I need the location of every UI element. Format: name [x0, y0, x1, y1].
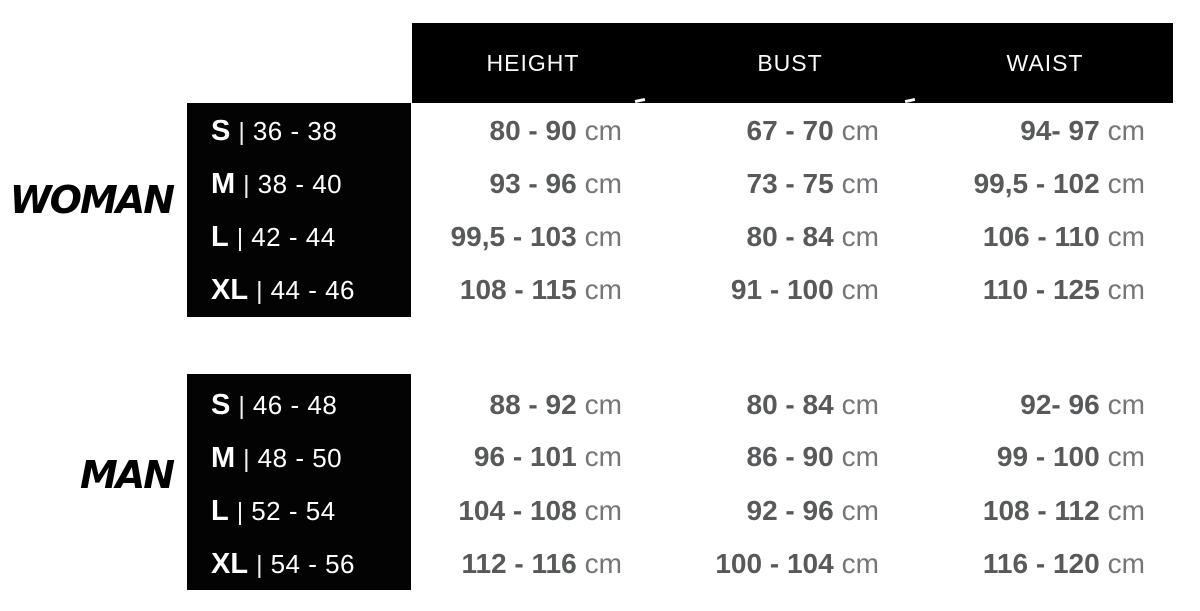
- size-separator: |: [238, 392, 245, 420]
- unit-label: cm: [584, 441, 622, 472]
- size-range: 52 - 54: [251, 496, 336, 526]
- unit-label: cm: [584, 389, 622, 420]
- measurement-cell-waist: [974, 168, 1145, 200]
- unit-label: cm: [584, 168, 622, 199]
- unit-label: cm: [1107, 115, 1145, 146]
- measurement-cell-bust: [715, 548, 879, 580]
- unit-label: cm: [841, 115, 879, 146]
- size-letter: XL: [211, 274, 249, 306]
- unit-label: cm: [1107, 274, 1145, 305]
- size-separator: |: [256, 551, 263, 579]
- measurement-value: 80 - 84: [746, 389, 834, 420]
- size-letter: XL: [211, 548, 249, 580]
- column-header-height: HEIGHT: [486, 50, 580, 76]
- measurement-header-bar: [412, 23, 1173, 103]
- man-sizes-panel: [187, 374, 411, 590]
- unit-label: cm: [584, 221, 622, 252]
- measurement-cell-height: [490, 115, 623, 147]
- measurement-value: 99,5 - 103: [450, 221, 577, 252]
- section-label-man: MAN: [79, 453, 173, 497]
- size-range: 54 - 56: [270, 549, 356, 579]
- unit-label: cm: [1107, 495, 1145, 526]
- size-row: [211, 496, 336, 526]
- size-range: 44 - 46: [270, 275, 356, 305]
- measurement-value: 92- 96: [1020, 389, 1100, 420]
- measurement-value: 80 - 90: [489, 115, 577, 146]
- measurement-value: 108 - 112: [982, 495, 1100, 526]
- measurement-value: 96 - 101: [473, 441, 577, 472]
- measurement-value: 93 - 96: [489, 168, 577, 199]
- measurement-value: 91 - 100: [730, 274, 834, 305]
- measurement-value: 100 - 104: [715, 548, 834, 579]
- size-row: [211, 390, 337, 420]
- unit-label: cm: [841, 389, 879, 420]
- unit-label: cm: [1107, 441, 1145, 472]
- measurement-value: 106 - 110: [982, 221, 1100, 252]
- measurement-cell-waist: [1020, 115, 1145, 147]
- measurement-cell-bust: [747, 441, 880, 473]
- measurement-value: 99 - 100: [996, 441, 1100, 472]
- measurement-cell-height: [474, 441, 622, 473]
- size-range: 46 - 48: [252, 390, 338, 420]
- size-letter: S: [211, 389, 231, 421]
- measurement-cell-bust: [731, 274, 879, 306]
- measurement-cell-height: [460, 274, 622, 306]
- measurement-cell-waist: [983, 221, 1145, 253]
- size-row: [211, 443, 342, 473]
- size-letter: L: [211, 221, 229, 253]
- measurement-value: 108 - 115: [459, 274, 577, 305]
- unit-label: cm: [841, 168, 879, 199]
- size-range: 38 - 40: [257, 169, 343, 199]
- measurement-value: 104 - 108: [458, 495, 577, 526]
- size-letter: L: [211, 495, 229, 527]
- size-separator: |: [236, 224, 244, 252]
- unit-label: cm: [584, 495, 622, 526]
- measurement-value: 86 - 90: [746, 441, 834, 472]
- size-separator: |: [256, 277, 263, 305]
- size-range: 48 - 50: [257, 443, 343, 473]
- unit-label: cm: [841, 221, 879, 252]
- measurement-cell-height: [490, 389, 623, 421]
- measurement-cell-waist: [983, 548, 1145, 580]
- column-header-bust: BUST: [757, 50, 823, 76]
- unit-label: cm: [584, 274, 622, 305]
- size-row: [211, 116, 337, 146]
- measurement-cell-bust: [747, 221, 880, 253]
- measurement-value: 99,5 - 102: [973, 168, 1100, 199]
- measurement-cell-bust: [747, 168, 880, 200]
- unit-label: cm: [584, 115, 622, 146]
- size-separator: |: [243, 445, 250, 473]
- measurement-cell-waist: [1020, 389, 1145, 421]
- measurement-value: 116 - 120: [982, 548, 1100, 579]
- measurement-cell-height: [458, 495, 622, 527]
- unit-label: cm: [584, 548, 622, 579]
- size-letter: S: [211, 115, 231, 147]
- size-letter: M: [211, 168, 236, 200]
- size-row: [211, 222, 336, 252]
- section-label-woman: WOMAN: [9, 178, 173, 222]
- measurement-cell-bust: [747, 115, 880, 147]
- size-separator: |: [238, 118, 245, 146]
- measurement-cell-bust: [747, 389, 880, 421]
- measurement-value: 80 - 84: [746, 221, 834, 252]
- measurement-cell-waist: [997, 441, 1145, 473]
- measurement-value: 73 - 75: [746, 168, 834, 199]
- size-letter: M: [211, 442, 236, 474]
- measurement-cell-waist: [983, 274, 1145, 306]
- measurement-value: 94- 97: [1020, 115, 1100, 146]
- size-row: [211, 169, 342, 199]
- unit-label: cm: [841, 441, 879, 472]
- unit-label: cm: [1107, 389, 1145, 420]
- measurement-value: 112 - 116: [461, 548, 577, 579]
- column-header-waist: WAIST: [1006, 50, 1084, 76]
- measurement-cell-height: [490, 168, 623, 200]
- size-row: [211, 549, 355, 579]
- size-row: [211, 275, 355, 305]
- measurement-value: 92 - 96: [746, 495, 834, 526]
- measurement-cell-bust: [747, 495, 880, 527]
- measurement-value: 67 - 70: [746, 115, 834, 146]
- measurement-cell-height: [451, 221, 622, 253]
- header-notch-decoration: [905, 98, 915, 103]
- size-separator: |: [243, 171, 250, 199]
- measurement-value: 110 - 125: [982, 274, 1100, 305]
- size-range: 36 - 38: [252, 116, 338, 146]
- measurement-cell-height: [461, 548, 622, 580]
- measurement-cell-waist: [983, 495, 1145, 527]
- unit-label: cm: [1107, 221, 1145, 252]
- unit-label: cm: [841, 274, 879, 305]
- size-range: 42 - 44: [251, 222, 336, 252]
- measurement-value: 88 - 92: [489, 389, 577, 420]
- unit-label: cm: [1107, 548, 1145, 579]
- size-separator: |: [236, 498, 244, 526]
- unit-label: cm: [841, 495, 879, 526]
- unit-label: cm: [841, 548, 879, 579]
- unit-label: cm: [1107, 168, 1145, 199]
- woman-sizes-panel: [187, 103, 411, 317]
